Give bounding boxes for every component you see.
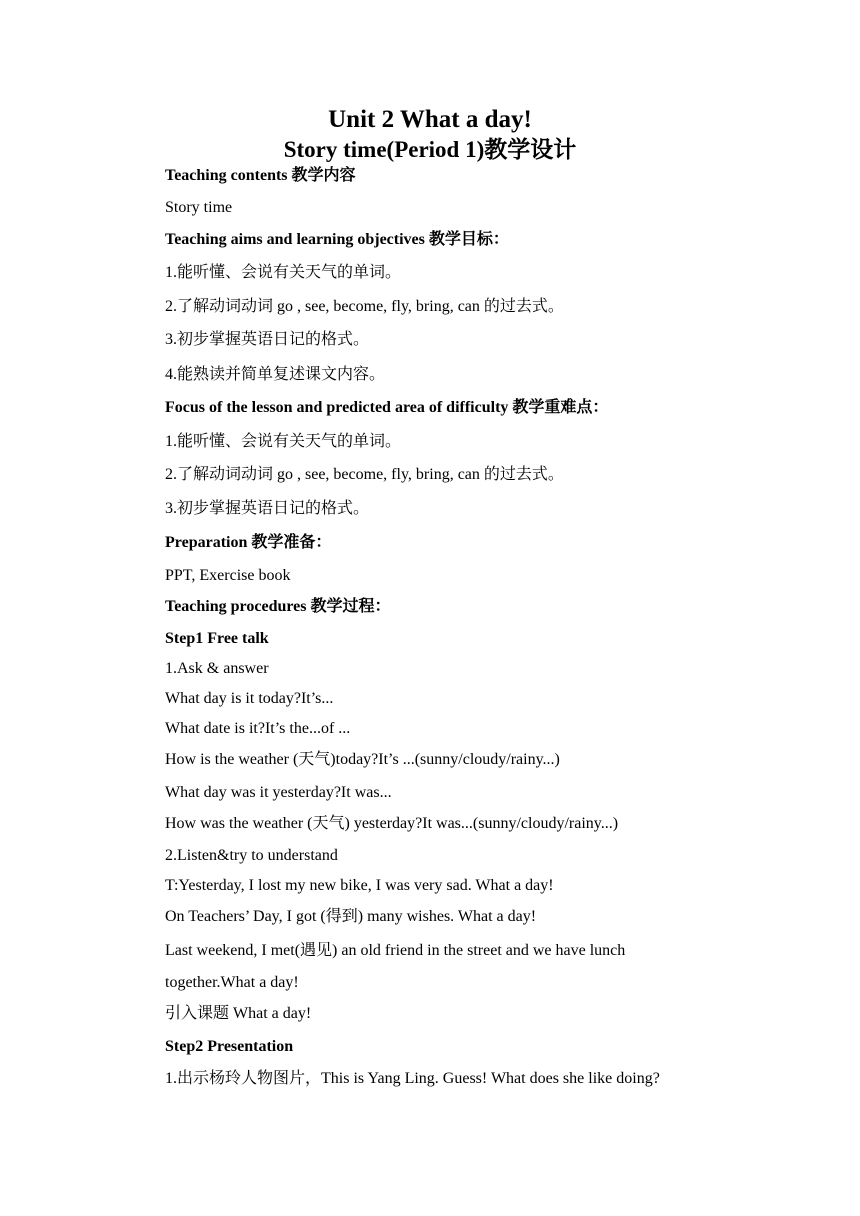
text-line: 2.Listen&try to understand (165, 847, 338, 864)
text-line: 1.Ask & answer (165, 660, 269, 677)
heading-focus: Focus of the lesson and predicted area of difficulty 教学重难点： (165, 399, 609, 416)
text-line: 1.出示杨玲人物图片，This is Yang Ling. Guess! What does she like doing? (165, 1070, 660, 1087)
text-line: T:Yesterday, I lost my new bike, I was very sad. What a day! (165, 877, 554, 894)
heading-teaching-aims: Teaching aims and learning objectives 教学目标： (165, 231, 509, 248)
heading-preparation: Preparation 教学准备： (165, 534, 332, 551)
text-line: 1.能听懂、会说有关天气的单词。 (165, 264, 402, 281)
heading-teaching-contents: Teaching contents 教学内容 (165, 167, 356, 184)
text-line: Last weekend, I met(遇见) an old friend in the street and we have lunch (165, 942, 626, 959)
text-line: How is the weather (天气)today?It’s ...(sunny/cloudy/rainy...) (165, 751, 560, 768)
heading-teaching-procedures: Teaching procedures 教学过程： (165, 598, 391, 615)
text-line: On Teachers’ Day, I got (得到) many wishes. What a day! (165, 908, 537, 925)
text-line: What day was it yesterday?It was... (165, 784, 392, 801)
text-line: 2.了解动词动词 go , see, become, fly, bring, can 的过去式。 (165, 466, 564, 483)
text-line: together.What a day! (165, 974, 299, 991)
document-title: Unit 2 What a day! (328, 106, 532, 133)
text-line: 1.能听懂、会说有关天气的单词。 (165, 433, 402, 450)
text-line: What date is it?It’s the...of ... (165, 720, 351, 737)
text-line: What day is it today?It’s... (165, 690, 334, 707)
document-subtitle: Story time(Period 1)教学设计 (283, 137, 577, 162)
text-line: 3.初步掌握英语日记的格式。 (165, 500, 370, 517)
text-line: Story time (165, 199, 233, 216)
text-line: PPT, Exercise book (165, 567, 291, 584)
text-line: 2.了解动词动词 go , see, become, fly, bring, can 的过去式。 (165, 298, 564, 315)
text-line: How was the weather (天气) yesterday?It was...(sunny/cloudy/rainy...) (165, 815, 619, 832)
text-line: 4.能熟读并简单复述课文内容。 (165, 366, 386, 383)
text-line: 引入课题 What a day! (165, 1005, 312, 1022)
heading-step2: Step2 Presentation (165, 1038, 294, 1055)
text-line: 3.初步掌握英语日记的格式。 (165, 331, 370, 348)
heading-step1: Step1 Free talk (165, 630, 269, 647)
